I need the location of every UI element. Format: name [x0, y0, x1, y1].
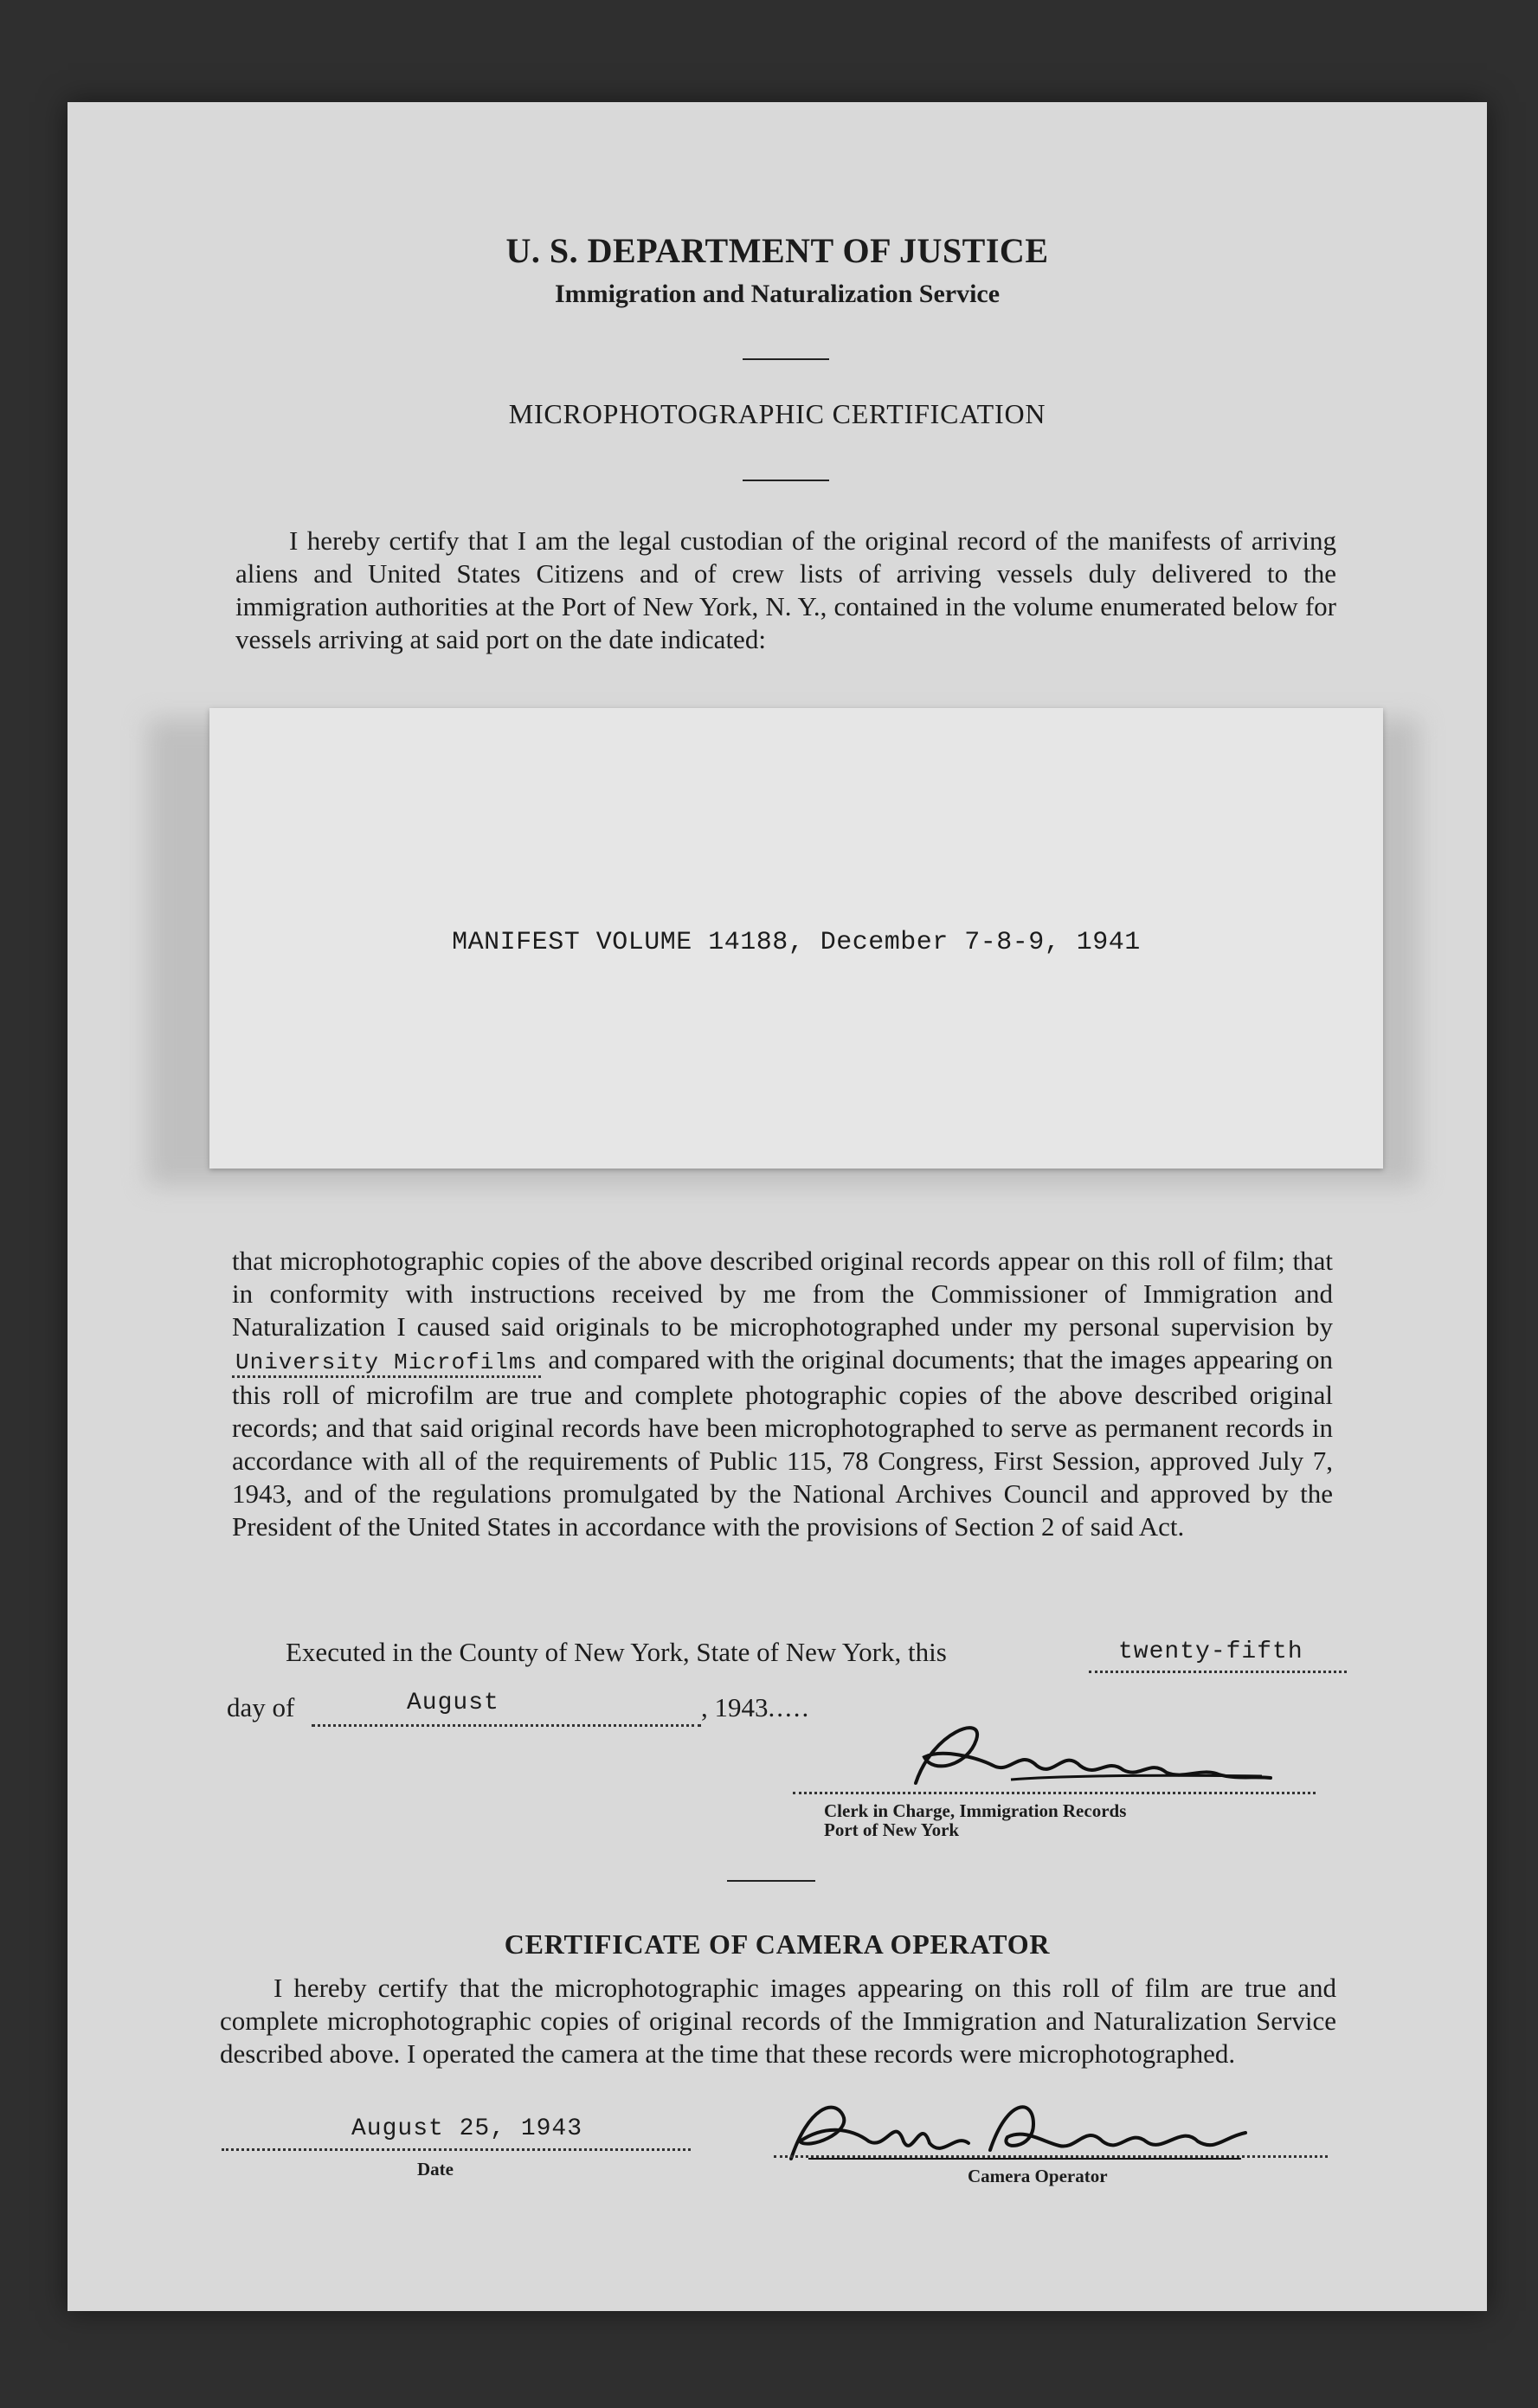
- camera-paragraph: [220, 1972, 1336, 2070]
- clerk-title-line1: Clerk in Charge, Immigration Records: [824, 1800, 1127, 1821]
- certificate-page: [68, 102, 1487, 2311]
- executed-day: twenty-fifth: [1118, 1639, 1303, 1665]
- intro-text: I hereby certify that I am the legal custodian of the original record of the manifests of arriving aliens and United States Citizens and of crew lists of arriving vessels duly delivered to the immigration authorities at the Port of New York, N. Y., contained in the volume enumerated below for vessels arriving at said port on the date indicated:: [235, 525, 1336, 654]
- divider: [727, 1880, 815, 1882]
- service-subtitle: Immigration and Naturalization Service: [554, 280, 1001, 308]
- clerk-signature: [881, 1697, 1297, 1792]
- manifest-card: [209, 708, 1383, 1169]
- manifest-volume-text: MANIFEST VOLUME 14188, December 7-8-9, 1941: [452, 928, 1141, 957]
- date-line: [222, 2148, 691, 2151]
- executed-prefix: Executed in the County of New York, State of New York, this: [286, 1637, 947, 1667]
- camera-date-value: August 25, 1943: [351, 2115, 583, 2142]
- day-fill-line: [1089, 1671, 1347, 1673]
- divider: [743, 358, 829, 360]
- date-label: Date: [417, 2159, 454, 2179]
- divider: [743, 480, 829, 481]
- executed-year: [701, 1691, 810, 1724]
- body-text-before: that microphotographic copies of the above described original records appear on this roll of film; that in conformity with instructions received by me from the Commissioner of Immigration and Naturalization I caused said originals to be microphotographed under my personal supervision by: [232, 1246, 1333, 1342]
- clerk-signature-line: [793, 1792, 1316, 1794]
- camera-operator-title: CERTIFICATE OF CAMERA OPERATOR: [504, 1928, 1051, 1960]
- year-dots: .....: [768, 1692, 811, 1722]
- certification-title: MICROPHOTOGRAPHIC CERTIFICATION: [508, 398, 1046, 429]
- department-title: U. S. DEPARTMENT OF JUSTICE: [505, 231, 1049, 270]
- executed-month: August: [407, 1690, 499, 1716]
- body-paragraph: [232, 1245, 1333, 1543]
- microfilm-firm: University Microfilms: [232, 1349, 541, 1378]
- month-fill-line: [312, 1724, 701, 1727]
- intro-paragraph: [235, 525, 1336, 656]
- clerk-title-line2: Port of New York: [824, 1819, 960, 1840]
- operator-line: [774, 2155, 1328, 2158]
- year-comma: ,: [701, 1692, 715, 1722]
- operator-label: Camera Operator: [968, 2166, 1108, 2186]
- body-text-after: and compared with the original documents; that the images appearing on this roll of microfilm are true and complete photographic copies of the above described original records; and that said original records have been microphotographed to serve as permanent records in accordance with all of the requirements of Public 115, 78 Congress, First Session, approved July 7, 1943, and of the regulations promulgated by the National Archives Council and approved by the President of the United States in accordance with the provisions of Section 2 of said Act.: [232, 1344, 1333, 1542]
- day-of-label: day of: [227, 1692, 295, 1722]
- year-value: 1943: [714, 1692, 769, 1722]
- camera-text: I hereby certify that the microphotographic images appearing on this roll of film are true and complete microphotographic copies of original records of the Immigration and Naturalization Service described above. I operated the camera at the time that these records were microphotographed.: [220, 1973, 1336, 2069]
